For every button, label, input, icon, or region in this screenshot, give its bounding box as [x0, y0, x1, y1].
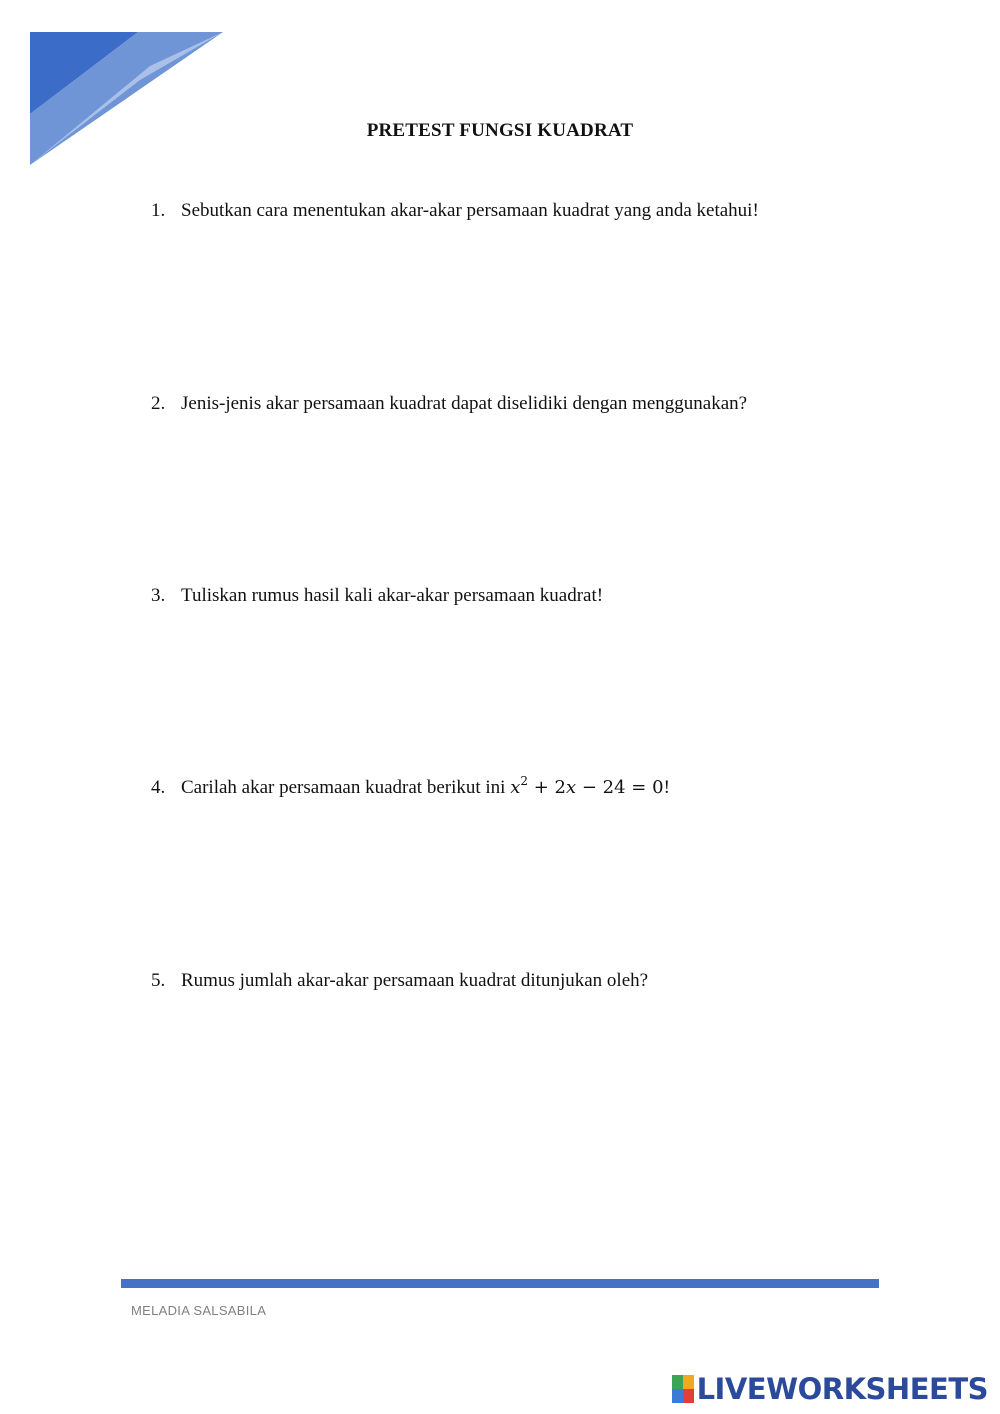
question-text: Jenis-jenis akar persamaan kuadrat dapat diselidiki dengan menggunakan? — [181, 393, 748, 414]
equation-base: x — [510, 777, 521, 798]
question-number: 2. — [151, 393, 166, 414]
liveworksheets-logo-text: LIVEWORKSHEETS — [696, 1372, 988, 1406]
equation-exponent: 2 — [520, 774, 528, 788]
equation-part: + 2 — [528, 777, 566, 798]
question-suffix: ! — [663, 777, 670, 798]
footer-divider — [121, 1279, 879, 1288]
question-1 — [151, 200, 759, 222]
corner-decoration — [0, 0, 240, 180]
question-4 — [151, 774, 670, 799]
liveworksheets-logo — [672, 1372, 988, 1406]
logo-square-orange — [683, 1375, 694, 1389]
equation-part: − 24 = 0 — [576, 777, 664, 798]
question-text: Carilah akar persamaan kuadrat berikut ini — [181, 777, 511, 798]
question-3 — [151, 585, 603, 607]
logo-square-green — [672, 1375, 683, 1389]
question-number: 3. — [151, 585, 166, 606]
question-number: 4. — [151, 777, 166, 798]
question-text: Sebutkan cara menentukan akar-akar persamaan kuadrat yang anda ketahui! — [181, 200, 759, 221]
liveworksheets-logo-icon — [672, 1375, 694, 1403]
question-text: Tuliskan rumus hasil kali akar-akar persamaan kuadrat! — [181, 585, 604, 606]
question-2 — [151, 393, 747, 415]
equation — [510, 774, 664, 798]
logo-square-blue — [672, 1389, 683, 1403]
page-title: PRETEST FUNGSI KUADRAT — [366, 120, 634, 141]
question-number: 5. — [151, 970, 166, 991]
logo-square-red — [683, 1389, 694, 1403]
question-text: Rumus jumlah akar-akar persamaan kuadrat ditunjukan oleh? — [181, 970, 649, 991]
footer-author: MELADIA SALSABILA — [131, 1303, 267, 1318]
question-number: 1. — [151, 200, 166, 221]
equation-variable: x — [565, 777, 577, 798]
question-5 — [151, 970, 648, 992]
